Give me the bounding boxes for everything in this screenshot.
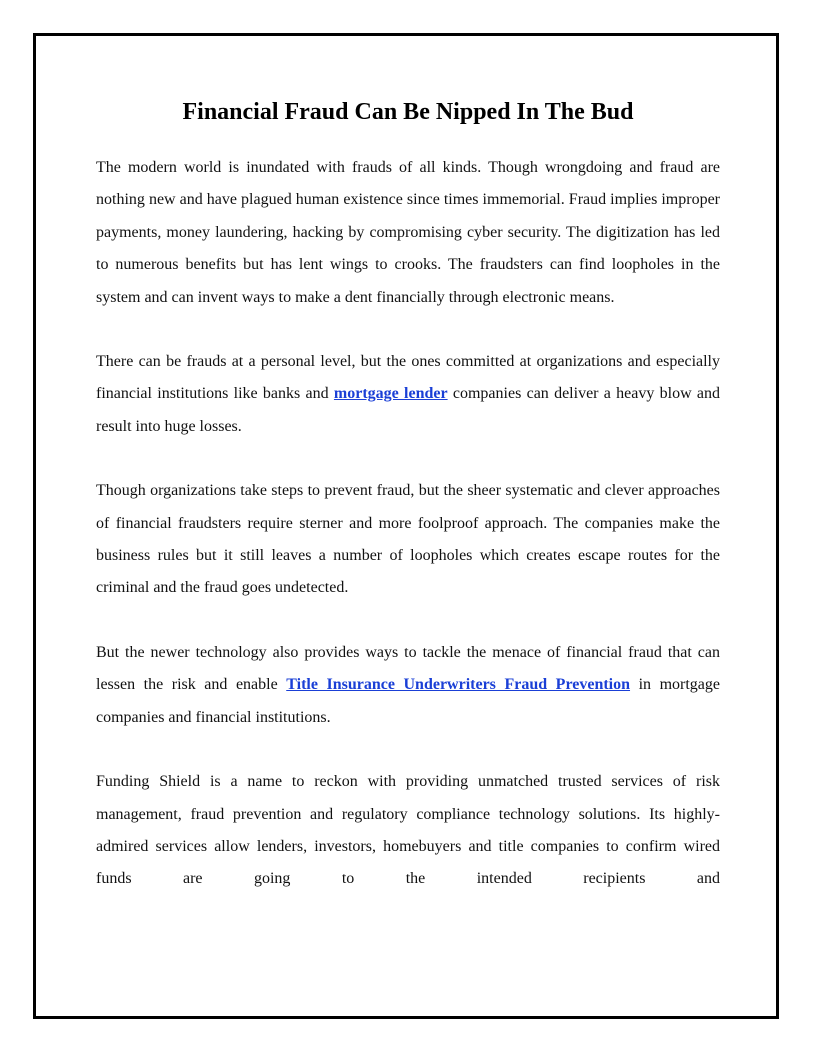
paragraph-text: companies can deliver a heavy blow and result into huge losses. [96,385,721,435]
paragraph-technology [96,637,720,734]
paragraph-text: There can be frauds at a personal level, but the ones committed at organizations and especially financial institutions like banks and [96,353,720,403]
document-title: Financial Fraud Can Be Nipped In The Bud [182,99,634,125]
mortgage-lender-link[interactable]: mortgage lender [333,385,448,403]
paragraph-text: in mortgage companies and financial institutions. [96,676,720,726]
paragraph-intro: The modern world is inundated with frauds of all kinds. Though wrongdoing and fraud are nothing new and have plagued human existence since times immemorial. Fraud implies improper payments, money laundering, hacking by compromising cyber security. The digitization has led to numerous benefits but has lent wings to crooks. The fraudsters can find loopholes in the system and can invent ways to make a dent financially through electronic means. [96,159,720,306]
paragraph-funding-shield: Funding Shield is a name to reckon with providing unmatched trusted services of risk management, fraud prevention and regulatory compliance technology solutions. Its highly-admired services allow lenders, investors, homebuyers and title companies to confirm wired funds are going to the intended recipients and [96,773,720,888]
paragraph-loopholes: Though organizations take steps to prevent fraud, but the sheer systematic and clever approaches of financial fraudsters require sterner and more foolproof approach. The companies make the business rules but it still leaves a number of loopholes which creates escape routes for the criminal and the fraud goes undetected. [96,482,720,597]
fraud-prevention-link[interactable]: Title Insurance Underwriters Fraud Prevention [286,676,631,694]
document-body [96,92,720,896]
paragraph-text: But the newer technology also provides ways to tackle the menace of financial fraud that can lessen the risk and enable [96,643,720,694]
paragraph-organizations [96,346,720,443]
